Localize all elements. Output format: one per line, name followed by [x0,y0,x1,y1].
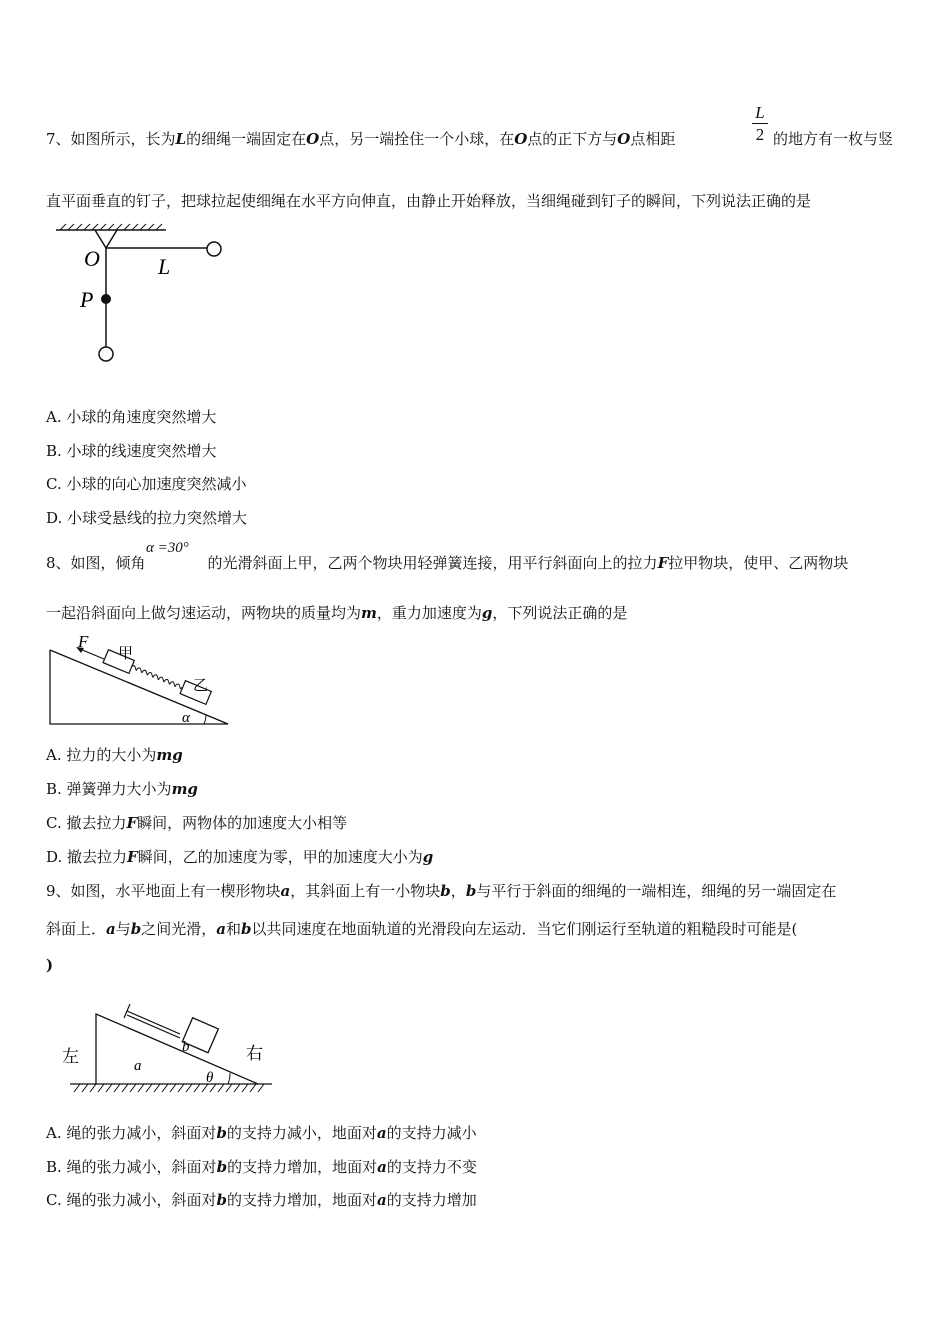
q8-alpha-expression: α =30° [146,540,189,556]
q9-stem-line3: ) [46,956,54,974]
q9-label-a: a [134,1058,142,1074]
q7-stem-line2: 直平面垂直的钉子，把球拉起使细绳在水平方向伸直，由静止开始释放，当细绳碰到钉子的瞬间，下列说法正确的是 [46,192,812,210]
q8-label-yi: 乙 [193,678,209,694]
q9-stem-line2: 斜面上．a与b之间光滑，a和b以共同速度在地面轨道的光滑段向左运动．当它们刚运行至轨道的粗糙段时可能是( [46,920,798,938]
q9-label-right: 右 [246,1044,263,1063]
q7-figure-pendulum [50,222,230,372]
q9-label-theta: θ [206,1070,214,1086]
q9-option-c[interactable]: C. 绳的张力减小，斜面对b的支持力增加，地面对a的支持力增加 [46,1191,477,1209]
q7-stem-line1: 7、如图所示，长为L的细绳一端固定在O点，另一端拴住一个小球，在O点的正下方与O点相距 [46,130,676,148]
q7-option-a[interactable]: A. 小球的角速度突然增大 [46,408,217,426]
q9-stem-line1: 9、如图，水平地面上有一楔形物块a，其斜面上有一小物块b，b与平行于斜面的细绳的一端相连，细绳的另一端固定在 [46,882,837,900]
q8-label-jia: 甲 [118,646,134,662]
q8-label-alpha: α [182,710,190,726]
q8-option-c[interactable]: C. 撤去拉力F瞬间，两物体的加速度大小相等 [46,814,348,832]
q7-fraction-L-over-2: L 2 [752,104,768,143]
q7-option-c[interactable]: C. 小球的向心加速度突然减小 [46,475,247,493]
q8-option-b[interactable]: B. 弹簧弹力大小为mg [46,780,198,798]
q9-option-b[interactable]: B. 绳的张力减小，斜面对b的支持力增加，地面对a的支持力不变 [46,1158,477,1176]
q7-label-L: L [158,254,171,279]
q7-option-b[interactable]: B. 小球的线速度突然增大 [46,442,217,460]
q8-option-a[interactable]: A. 拉力的大小为mg [46,746,183,764]
q8-option-d[interactable]: D. 撤去拉力F瞬间，乙的加速度为零，甲的加速度大小为g [46,848,434,866]
q7-label-O: O [84,246,100,271]
q9-figure-wedge [56,996,276,1100]
q8-stem-line1: 8、如图，倾角 的光滑斜面上甲，乙两个物块用轻弹簧连接，用平行斜面向上的拉力F拉甲物块，使甲、乙两物块 [46,554,849,572]
q8-stem-line2: 一起沿斜面向上做匀速运动，两物块的质量均为m，重力加速度为g，下列说法正确的是 [46,604,628,622]
q8-label-F: F [78,632,89,651]
q7-option-d[interactable]: D. 小球受悬线的拉力突然增大 [46,509,248,527]
q9-label-left: 左 [62,1047,79,1066]
q9-option-a[interactable]: A. 绳的张力减小，斜面对b的支持力减小，地面对a的支持力减小 [46,1124,477,1142]
q7-stem-line1-tail: 的地方有一枚与竖 [773,130,894,148]
q9-label-b: b [182,1039,190,1055]
q7-label-P: P [80,287,94,312]
q8-figure-incline [46,628,236,728]
